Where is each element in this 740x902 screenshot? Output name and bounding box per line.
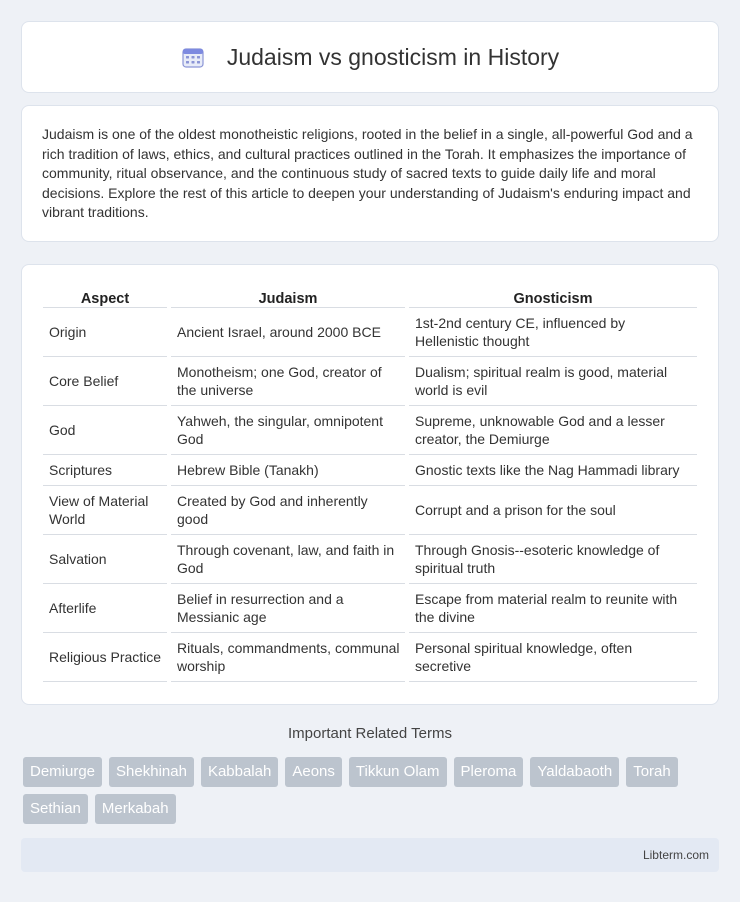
cell-aspect: View of Material World <box>43 486 167 535</box>
cell-judaism: Created by God and inherently good <box>171 486 405 535</box>
related-term-tag[interactable]: Aeons <box>285 757 342 787</box>
related-term-tag[interactable]: Torah <box>626 757 678 787</box>
related-term-tag[interactable]: Shekhinah <box>109 757 194 787</box>
table-row <box>43 584 697 633</box>
cell-aspect: God <box>43 406 167 455</box>
column-header-gnosticism: Gnosticism <box>409 285 697 308</box>
table-row <box>43 486 697 535</box>
header-card <box>21 21 719 93</box>
cell-judaism: Rituals, commandments, communal worship <box>171 633 405 682</box>
footer <box>21 838 719 872</box>
table-row <box>43 535 697 584</box>
cell-aspect: Scriptures <box>43 455 167 486</box>
footer-site[interactable]: Libterm.com <box>642 848 709 862</box>
related-terms-title: Important Related Terms <box>288 725 452 742</box>
related-terms-list <box>23 757 723 824</box>
column-header-judaism: Judaism <box>171 285 405 308</box>
column-header-aspect: Aspect <box>43 285 167 308</box>
page-title: Judaism vs gnosticism in History <box>226 43 560 70</box>
cell-gnosticism: Escape from material realm to reunite with the divine <box>409 584 697 633</box>
related-term-tag[interactable]: Demiurge <box>23 757 102 787</box>
cell-aspect: Afterlife <box>43 584 167 633</box>
intro-text: Judaism is one of the oldest monotheistic religions, rooted in the belief in a single, all-powerful God and a rich tradition of laws, ethics, and cultural practices outlined in the Torah. It emphasizes the importance of community, ritual observance, and the continuous study of sacred texts to guide daily life and moral decisions. Explore the rest of this article to deepen your understanding of Judaism's enduring impact and vibrant traditions. <box>42 126 693 221</box>
cell-judaism: Through covenant, law, and faith in God <box>171 535 405 584</box>
intro-card <box>21 105 719 242</box>
related-term-tag[interactable]: Sethian <box>23 794 88 824</box>
cell-gnosticism: Dualism; spiritual realm is good, material world is evil <box>409 357 697 406</box>
related-term-tag[interactable]: Pleroma <box>454 757 524 787</box>
table-row <box>43 406 697 455</box>
cell-aspect: Religious Practice <box>43 633 167 682</box>
cell-judaism: Yahweh, the singular, omnipotent God <box>171 406 405 455</box>
cell-gnosticism: Through Gnosis--esoteric knowledge of spiritual truth <box>409 535 697 584</box>
cell-aspect: Core Belief <box>43 357 167 406</box>
cell-gnosticism: Corrupt and a prison for the soul <box>409 486 697 535</box>
cell-gnosticism: 1st-2nd century CE, influenced by Hellenistic thought <box>409 308 697 357</box>
cell-gnosticism: Supreme, unknowable God and a lesser creator, the Demiurge <box>409 406 697 455</box>
cell-gnosticism: Gnostic texts like the Nag Hammadi library <box>409 455 697 486</box>
comparison-table-card <box>21 264 719 705</box>
cell-gnosticism: Personal spiritual knowledge, often secretive <box>409 633 697 682</box>
cell-aspect: Salvation <box>43 535 167 584</box>
related-term-tag[interactable]: Merkabah <box>95 794 176 824</box>
table-row <box>43 633 697 682</box>
calendar-icon <box>181 45 205 69</box>
table-row <box>43 308 697 357</box>
cell-judaism: Belief in resurrection and a Messianic age <box>171 584 405 633</box>
table-row <box>43 357 697 406</box>
comparison-table <box>39 285 701 682</box>
related-term-tag[interactable]: Yaldabaoth <box>530 757 619 787</box>
related-term-tag[interactable]: Tikkun Olam <box>349 757 447 787</box>
related-term-tag[interactable]: Kabbalah <box>201 757 278 787</box>
cell-aspect: Origin <box>43 308 167 357</box>
table-header-row <box>43 285 697 308</box>
cell-judaism: Hebrew Bible (Tanakh) <box>171 455 405 486</box>
cell-judaism: Ancient Israel, around 2000 BCE <box>171 308 405 357</box>
table-row <box>43 455 697 486</box>
cell-judaism: Monotheism; one God, creator of the universe <box>171 357 405 406</box>
